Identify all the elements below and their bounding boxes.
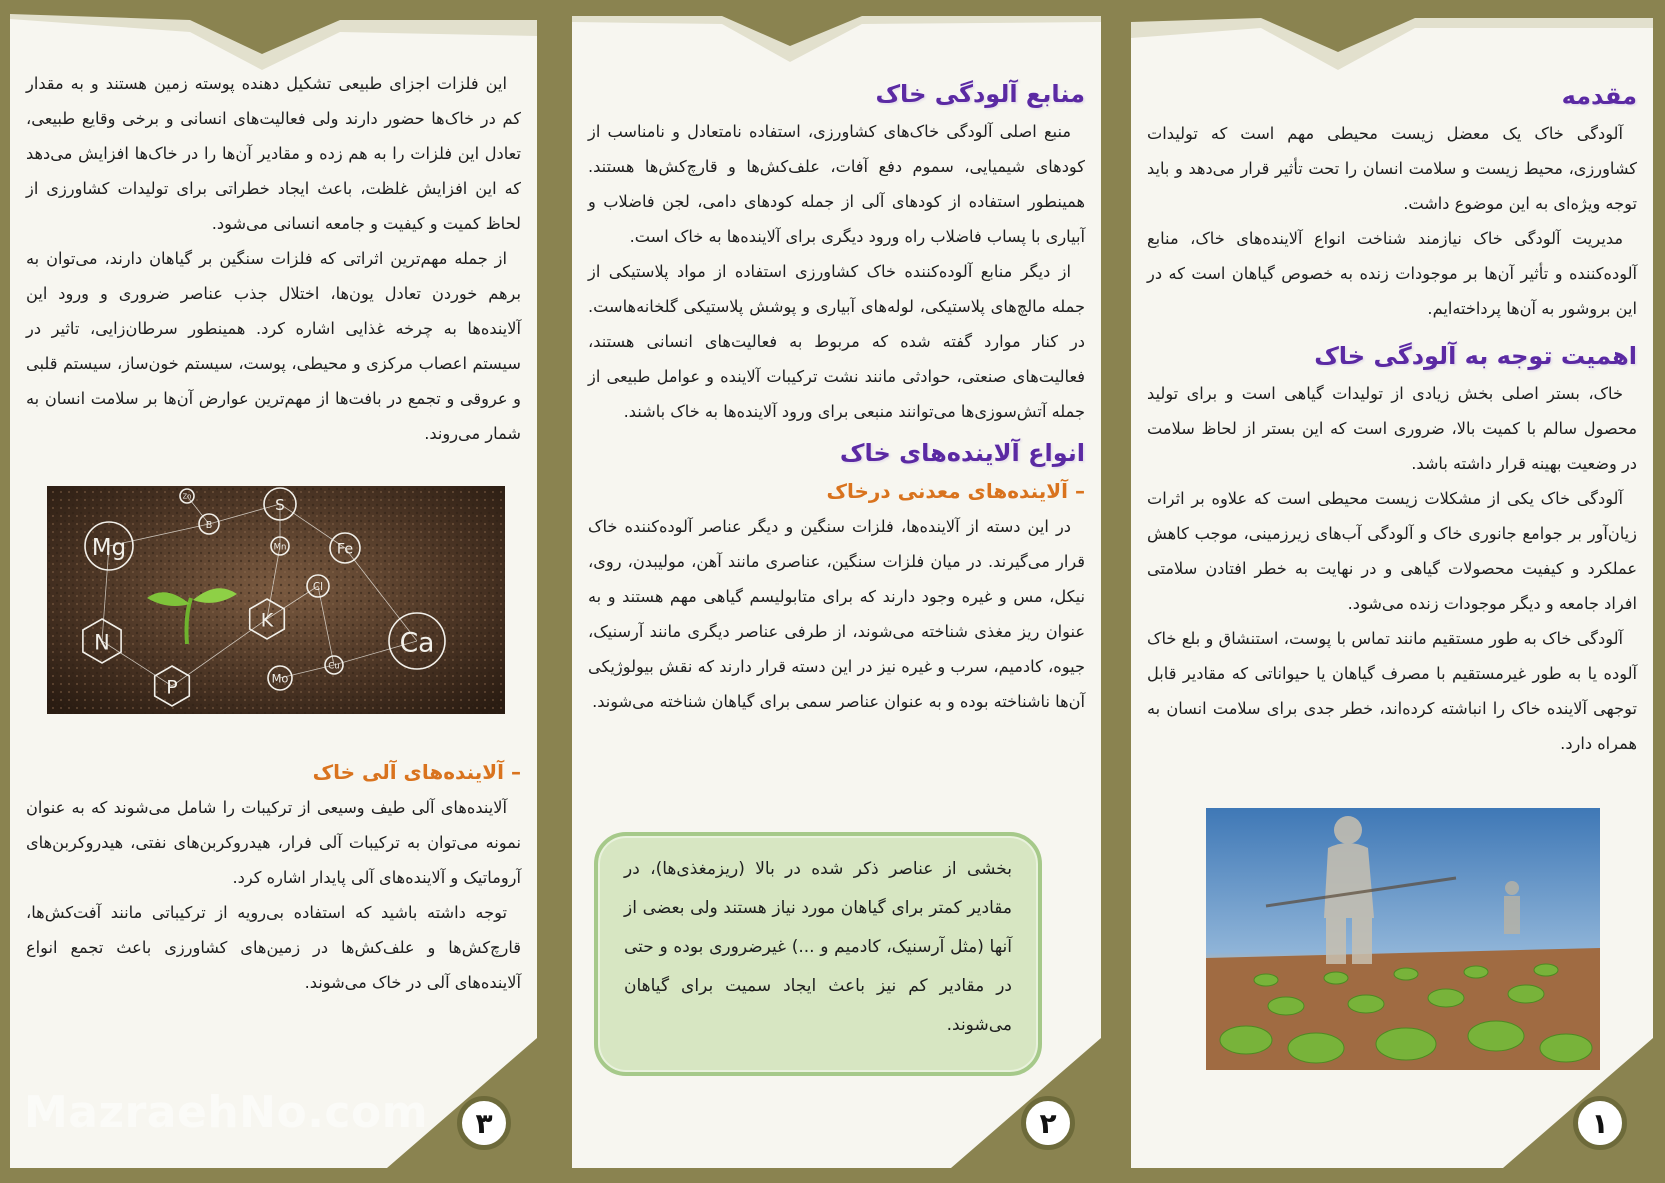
organic-subheading: – آلاینده‌های آلی خاک (312, 760, 521, 784)
organic-section (26, 754, 521, 1000)
metal-paragraph-2: از جمله مهم‌ترین اثراتی که فلزات سنگین بر گیاهان دارند، می‌توان به برهم خوردن تعادل یون‌ها، اختلال جذب عناصر ضروری و ورود این آلاینده‌ها به چرخه غذایی اشاره کرد. همینطور سرطان‌زایی، تاثیر در سیستم اعصاب مرکزی و محیطی، پوست، سیستم خون‌ساز، سیستم قلبی و عروقی و تجمع در بافت‌ها از مهم‌ترین عوارض آن‌ها بر سلامت انسان به شمار می‌روند. (26, 249, 521, 443)
bottom-corner-decoration (951, 1018, 1101, 1168)
element-label-s: S (275, 496, 285, 515)
element-label-p: P (166, 676, 178, 699)
element-label-b: B (205, 519, 213, 531)
element-label-cl: Cl (312, 581, 324, 594)
page-number-badge: ۲ (1021, 1096, 1075, 1150)
sources-paragraph-2: از دیگر منابع آلوده‌کننده خاک کشاورزی استفاده از مواد پلاستیکی از جمله مالچ‌های پلاستیکی، لوله‌های آبیاری و پوشش پلاستیکی گلخانه‌هاست. در کنار موارد گفته شده که مربوط به فعالیت‌های انسانی هستند، فعالیت‌های صنعتی، حوادثی مانند نشت ترکیبات آلاینده و عوامل طبیعی از جمله آتش‌سوزی‌ها می‌توانند منبعی برای ورود آلاینده‌ها به خاک باشند. (588, 262, 1085, 421)
top-notch-decoration (1131, 14, 1653, 84)
page-number-badge: ۱ (1573, 1096, 1627, 1150)
watermark: MazraehNo.com (24, 1087, 429, 1138)
mineral-subheading: – آلاینده‌های معدنی درخاک (826, 479, 1085, 503)
intro-paragraph-2: مدیریت آلودگی خاک نیازمند شناخت انواع آلاینده‌های خاک، منابع آلوده‌کننده و تأثیر آن‌ها بر موجودات زنده به خصوص گیاهان است که در این بروشور به آن‌ها پرداخته‌ایم. (1147, 229, 1637, 318)
element-label-n: N (94, 630, 110, 655)
importance-paragraph-2: آلودگی خاک یکی از مشکلات زیست محیطی است که علاوه بر اثرات زیان‌آور بر جوامع جانوری خاک و آلودگی آب‌های زیرزمینی، موجب کاهش عملکرد و کیفیت محصولات گیاهی و در نهایت به خطر افتادن سلامتی افراد جامعه و دیگر موجودات زنده می‌شود. (1147, 489, 1637, 613)
panel3-text (26, 66, 521, 451)
panel1-text (1147, 76, 1637, 761)
element-label-k: K (260, 609, 274, 632)
intro-heading: مقدمه (1561, 82, 1637, 110)
sources-paragraph-1: منبع اصلی آلودگی خاک‌های کشاورزی، استفاده نامتعادل و نامناسب از کودهای شیمیایی، سموم دفع آفات، علف‌کش‌ها و قارچ‌کش‌ها هستند. همینطور استفاده از کودهای آلی از جمله کودهای دامی، لجن فاضلاب و آبیاری با پساب فاضلاب راه ورود دیگری برای آلاینده‌ها به خاک است. (588, 122, 1085, 246)
element-label-mg: Mg (91, 535, 127, 562)
panel2-text (588, 74, 1085, 719)
bottom-corner-decoration (1503, 1018, 1653, 1168)
element-label-zn: Zn (182, 492, 192, 501)
panel-page-3 (10, 14, 537, 1168)
organic-paragraph-2: توجه داشته باشید که استفاده بی‌رویه از ترکیباتی مانند آفت‌کش‌ها، قارچ‌کش‌ها و علف‌کش‌ها در زمین‌های کشاورزی باعث تجمع انواع آلاینده‌های آلی در خاک می‌شوند. (26, 903, 521, 992)
types-heading: انواع آلاینده‌های خاک (839, 439, 1085, 467)
metal-paragraph-1: این فلزات اجزای طبیعی تشکیل دهنده پوسته زمین هستند و به مقدار کم در خاک‌ها حضور دارند ولی فعالیت‌های انسانی و برخی وقایع طبیعی، تعادل این فلزات را به هم زده و مقادیر آن‌ها را در خاک‌ها افزایش می‌دهد که این افزایش غلظت، باعث ایجاد خطراتی برای تولیدات کشاورزی از لحاظ کمیت و کیفیت و جامعه انسانی می‌شود. (26, 74, 521, 233)
element-label-fe: Fe (336, 541, 354, 558)
intro-paragraph-1: آلودگی خاک یک معضل زیست محیطی مهم است که تولیدات کشاورزی، محیط زیست و سلامت انسان را تحت تأثیر قرار می‌دهد و باید توجه ویژه‌ای به این موضوع داشت. (1147, 124, 1637, 213)
element-label-cu: Cu (328, 661, 340, 672)
importance-paragraph-3: آلودگی خاک به طور مستقیم مانند تماس با پوست، استنشاق و بلع خاک آلوده یا به طور غیرمستقیم با مصرف گیاهان یا حیواناتی که مقادیر قابل توجهی آلاینده خاک را انباشته کرده‌اند، خطر جدی برای سلامت انسان به همراه دارد. (1147, 629, 1637, 753)
importance-heading: اهمیت توجه به آلودگی خاک (1314, 342, 1637, 370)
sources-heading: منابع آلودگی خاک (875, 80, 1085, 108)
element-label-mo: Mo (271, 671, 289, 686)
panel-page-1 (1131, 14, 1653, 1168)
note-box: بخشی از عناصر ذکر شده در بالا (ریزمغذی‌ها)، در مقادیر کمتر برای گیاهان مورد نیاز هستند ولی بعضی از آنها (مثل آرسنیک، کادمیم و ...) غیرضروری بوده و حتی در مقادیر کم نیز باعث ایجاد سمیت برای گیاهان می‌شوند. (594, 832, 1042, 1076)
element-label-mn: Mn (273, 542, 287, 553)
page-number-badge: ۳ (457, 1096, 511, 1150)
soil-elements-image (47, 486, 505, 714)
mineral-paragraph: در این دسته از آلاینده‌ها، فلزات سنگین و دیگر عناصر آلوده‌کننده خاک قرار می‌گیرند. در میان فلزات سنگین، عناصری مانند آهن، مولیبدن، روی، نیکل، مس و غیره وجود دارند که برای متابولیسم گیاهی مهم هستند و به عنوان ریز مغذی شناخته می‌شوند، از طرفی عناصر دیگری مانند آرسنیک، جیوه، کادمیم، سرب و غیره نیز در این دسته قرار دارند که نقش بیولوژیکی آن‌ها ناشناخته بوده و به عنوان عناصر سمی برای گیاهان شناخته می‌شوند. (588, 517, 1085, 711)
panel-page-2 (572, 14, 1101, 1168)
importance-paragraph-1: خاک، بستر اصلی بخش زیادی از تولیدات گیاهی است و برای تولید محصول سالم با کمیت بالا، ضروری است که این بستر از لحاظ سلامت در وضعیت بهینه قرار داشته باشد. (1147, 384, 1637, 473)
organic-paragraph-1: آلاینده‌های آلی طیف وسیعی از ترکیبات را شامل می‌شوند که به عنوان نمونه می‌توان به ترکیبات آلی فرار، هیدروکربن‌های نفتی، هیدروکربن‌های آروماتیک و آلاینده‌های آلی پایدار اشاره کرد. (26, 798, 521, 887)
element-label-ca: Ca (399, 627, 435, 659)
